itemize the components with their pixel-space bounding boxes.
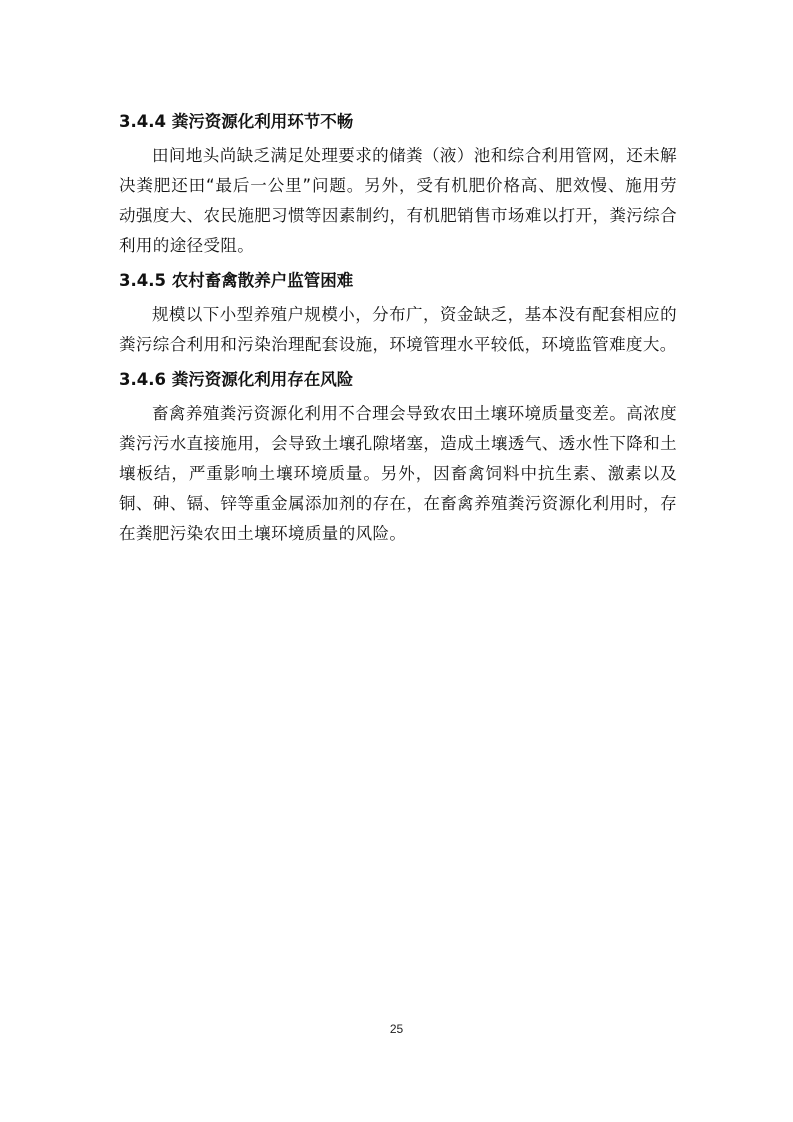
page-number: 25 — [389, 1022, 404, 1036]
section-heading-3-4-4: 3.4.4 粪污资源化利用环节不畅 — [119, 112, 354, 131]
section-paragraph-3-4-5: 规模以下小型养殖户规模小，分布广，资金缺乏，基本没有配套相应的粪污综合利用和污染治理配套设施，环境管理水平较低，环境监管难度大。 — [119, 305, 677, 354]
section-heading-3-4-5: 3.4.5 农村畜禽散养户监管困难 — [119, 271, 354, 290]
section-paragraph-3-4-6: 畜禽养殖粪污资源化利用不合理会导致农田土壤环境质量变差。高浓度粪污污水直接施用，会导致土壤孔隙堵塞，造成土壤透气、透水性下降和土壤板结，严重影响土壤环境质量。另外，因畜禽饲料中抗生素、激素以及铜、砷、镉、锌等重金属添加剂的存在，在畜禽养殖粪污资源化利用时，存在粪肥污染农田土壤环境质量的风险。 — [119, 404, 677, 543]
section-heading-3-4-6: 3.4.6 粪污资源化利用存在风险 — [119, 370, 354, 389]
section-paragraph-3-4-4: 田间地头尚缺乏满足处理要求的储粪（液）池和综合利用管网，还未解决粪肥还田“最后一公里”问题。另外，受有机肥价格高、肥效慢、施用劳动强度大、农民施肥习惯等因素制约，有机肥销售市场难以打开，粪污综合利用的途径受阻。 — [119, 146, 677, 255]
document-body — [119, 106, 677, 553]
